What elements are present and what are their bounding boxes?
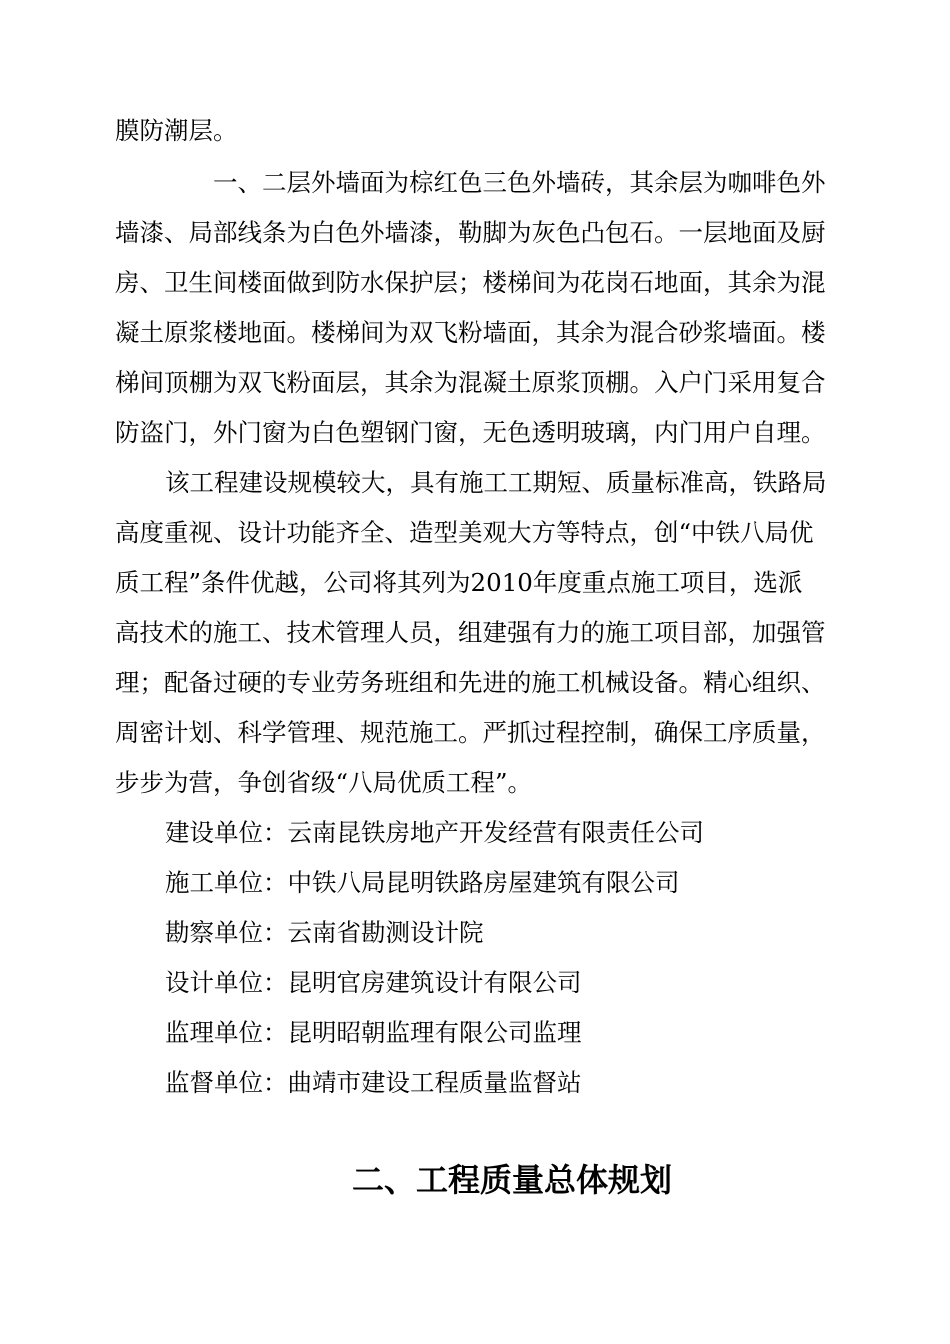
section-heading: 二、工程质量总体规划 xyxy=(351,1161,672,1199)
unit-construction-owner: 建设单位：云南昆铁房地产开发经营有限责任公司 xyxy=(165,818,704,847)
paragraph-line: 一、二层外墙面为棕红色三色外墙砖，其余层为咖啡色外 xyxy=(213,168,826,197)
paragraph-line: 步步为营，争创省级“八局优质工程”。 xyxy=(115,768,533,797)
paragraph-line: 理；配备过硬的专业劳务班组和先进的施工机械设备。精心组织、 xyxy=(115,668,826,697)
unit-survey: 勘察单位：云南省勘测设计院 xyxy=(165,918,484,947)
paragraph-line: 质工程”条件优越，公司将其列为2010年度重点施工项目，选派 xyxy=(115,568,803,597)
paragraph-line: 房、卫生间楼面做到防水保护层；楼梯间为花岗石地面，其余为混 xyxy=(115,268,826,297)
paragraph-line: 周密计划、科学管理、规范施工。严抓过程控制，确保工序质量， xyxy=(115,718,826,747)
paragraph-line: 高技术的施工、技术管理人员，组建强有力的施工项目部，加强管 xyxy=(115,618,826,647)
paragraph-line: 防盗门，外门窗为白色塑钢门窗，无色透明玻璃，内门用户自理。 xyxy=(115,418,826,447)
paragraph-line: 墙漆、局部线条为白色外墙漆，勒脚为灰色凸包石。一层地面及厨 xyxy=(115,218,826,247)
paragraph-line: 梯间顶棚为双飞粉面层，其余为混凝土原浆顶棚。入户门采用复合 xyxy=(115,368,826,397)
unit-contractor: 施工单位：中铁八局昆明铁路房屋建筑有限公司 xyxy=(165,868,680,897)
paragraph-line: 凝土原浆楼地面。楼梯间为双飞粉墙面，其余为混合砂浆墙面。楼 xyxy=(115,318,826,347)
paragraph-line: 该工程建设规模较大，具有施工工期短、质量标准高，铁路局 xyxy=(165,468,827,497)
paragraph-line: 高度重视、设计功能齐全、造型美观大方等特点，创“中铁八局优 xyxy=(115,518,814,547)
unit-supervision: 监理单位：昆明昭朝监理有限公司监理 xyxy=(165,1018,582,1047)
paragraph-line: 膜防潮层。 xyxy=(115,116,238,145)
unit-design: 设计单位：昆明官房建筑设计有限公司 xyxy=(165,968,582,997)
unit-oversight: 监督单位：曲靖市建设工程质量监督站 xyxy=(165,1068,582,1097)
